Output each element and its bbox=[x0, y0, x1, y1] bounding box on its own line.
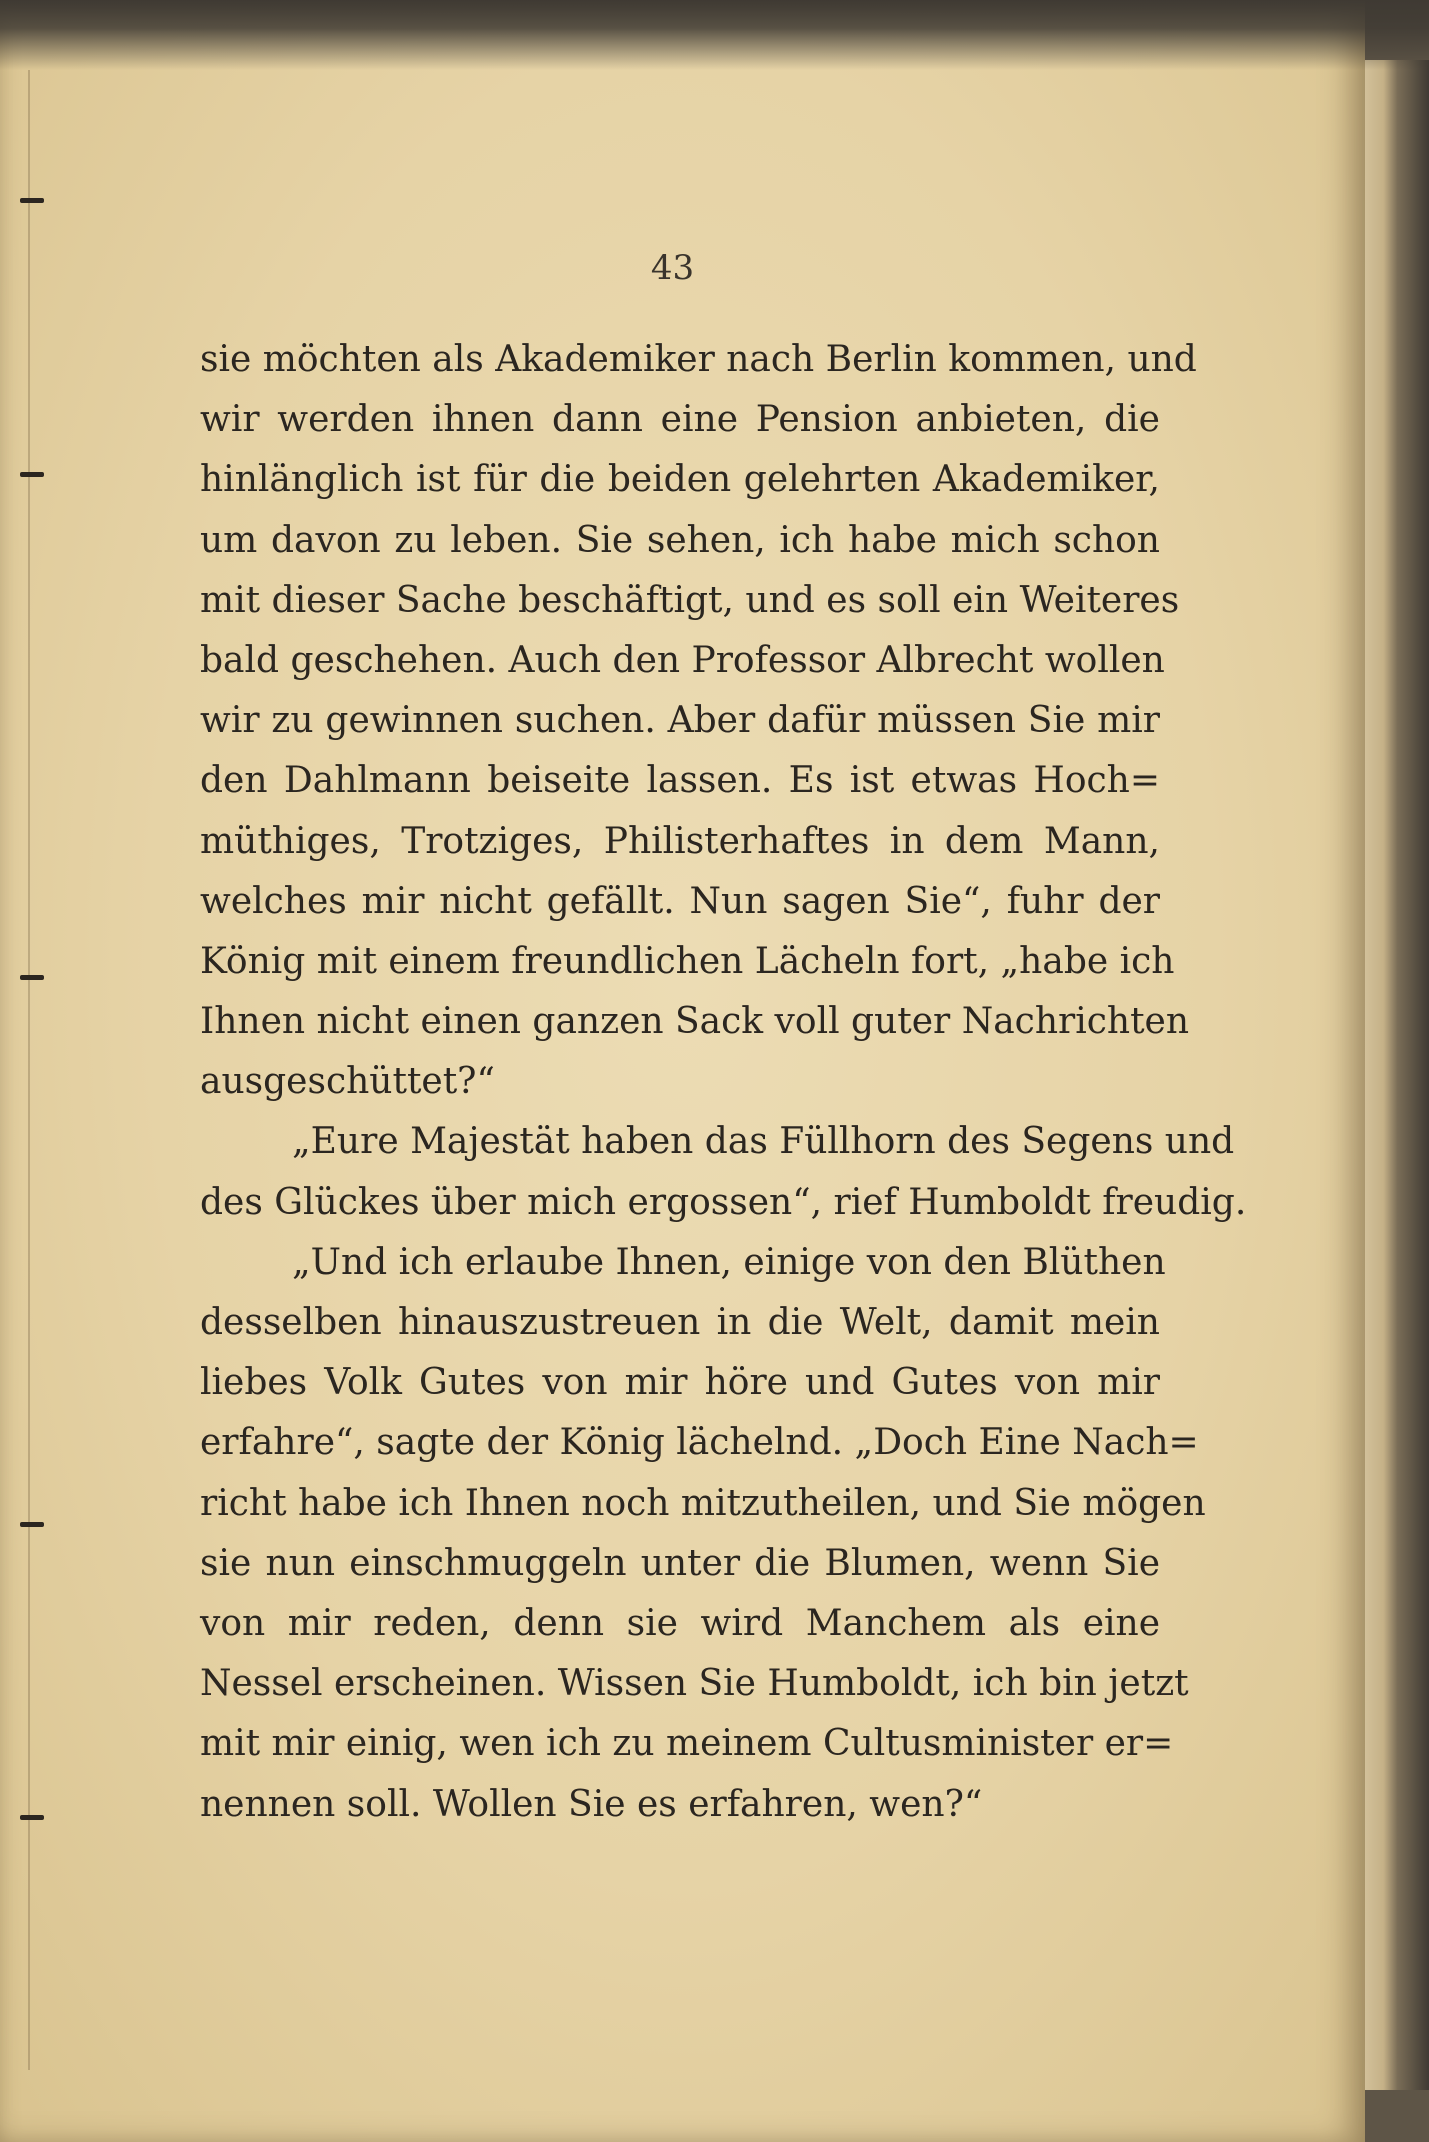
text-line: liebes Volk Gutes von mir höre und Gutes von mir bbox=[200, 1362, 1160, 1404]
text-line: um davon zu leben. Sie sehen, ich habe mich schon bbox=[200, 519, 1160, 561]
gutter-line bbox=[28, 70, 30, 2070]
text-line: „Und ich erlaube Ihnen, einige von den Blüthen bbox=[292, 1241, 1166, 1283]
text-line: hinlänglich ist für die beiden gelehrten Akademiker, bbox=[200, 459, 1160, 501]
text-line: des Glückes über mich ergossen“, rief Humboldt freudig. bbox=[200, 1181, 1247, 1223]
text-line: welches mir nicht gefällt. Nun sagen Sie“, fuhr der bbox=[200, 880, 1160, 922]
margin-mark bbox=[20, 1522, 44, 1527]
text-line: wir werden ihnen dann eine Pension anbieten, die bbox=[200, 399, 1160, 441]
text-line: König mit einem freundlichen Lächeln fort, „habe ich bbox=[200, 940, 1175, 982]
text-line: von mir reden, denn sie wird Manchem als eine bbox=[200, 1602, 1160, 1644]
text-line: müthiges, Trotziges, Philisterhaftes in dem Mann, bbox=[200, 820, 1160, 862]
text-line: ausgeschüttet?“ bbox=[200, 1061, 495, 1103]
text-line: bald geschehen. Auch den Professor Albrecht wollen bbox=[200, 639, 1165, 681]
text-line: sie möchten als Akademiker nach Berlin kommen, und bbox=[200, 339, 1197, 380]
text-line: erfahre“, sagte der König lächelnd. „Doch Eine Nach= bbox=[200, 1422, 1199, 1464]
text-line: desselben hinauszustreuen in die Welt, damit mein bbox=[200, 1302, 1160, 1343]
margin-mark bbox=[20, 1815, 44, 1820]
text-line: richt habe ich Ihnen noch mitzutheilen, und Sie mögen bbox=[200, 1482, 1206, 1524]
text-line: „Eure Majestät haben das Füllhorn des Segens und bbox=[292, 1121, 1235, 1163]
text-line: mit dieser Sache beschäftigt, und es soll ein Weiteres bbox=[200, 579, 1180, 621]
margin-mark bbox=[20, 975, 44, 980]
text-line: wir zu gewinnen suchen. Aber dafür müssen Sie mir bbox=[200, 700, 1160, 742]
top-shadow bbox=[0, 0, 1429, 70]
text-line: mit mir einig, wen ich zu meinem Cultusminister er= bbox=[200, 1723, 1174, 1765]
margin-mark bbox=[20, 472, 44, 477]
text-line: sie nun einschmuggeln unter die Blumen, wenn Sie bbox=[200, 1542, 1160, 1584]
body-text bbox=[200, 330, 1247, 1835]
book-edge bbox=[1359, 60, 1429, 2090]
text-line: nennen soll. Wollen Sie es erfahren, wen?“ bbox=[200, 1783, 983, 1825]
text-line: den Dahlmann beiseite lassen. Es ist etwas Hoch= bbox=[200, 760, 1160, 802]
text-line: Ihnen nicht einen ganzen Sack voll guter Nachrichten bbox=[200, 1001, 1190, 1043]
text-line: Nessel erscheinen. Wissen Sie Humboldt, ich bin jetzt bbox=[200, 1663, 1189, 1705]
margin-mark bbox=[20, 198, 44, 203]
page-number: 43 bbox=[650, 248, 695, 288]
